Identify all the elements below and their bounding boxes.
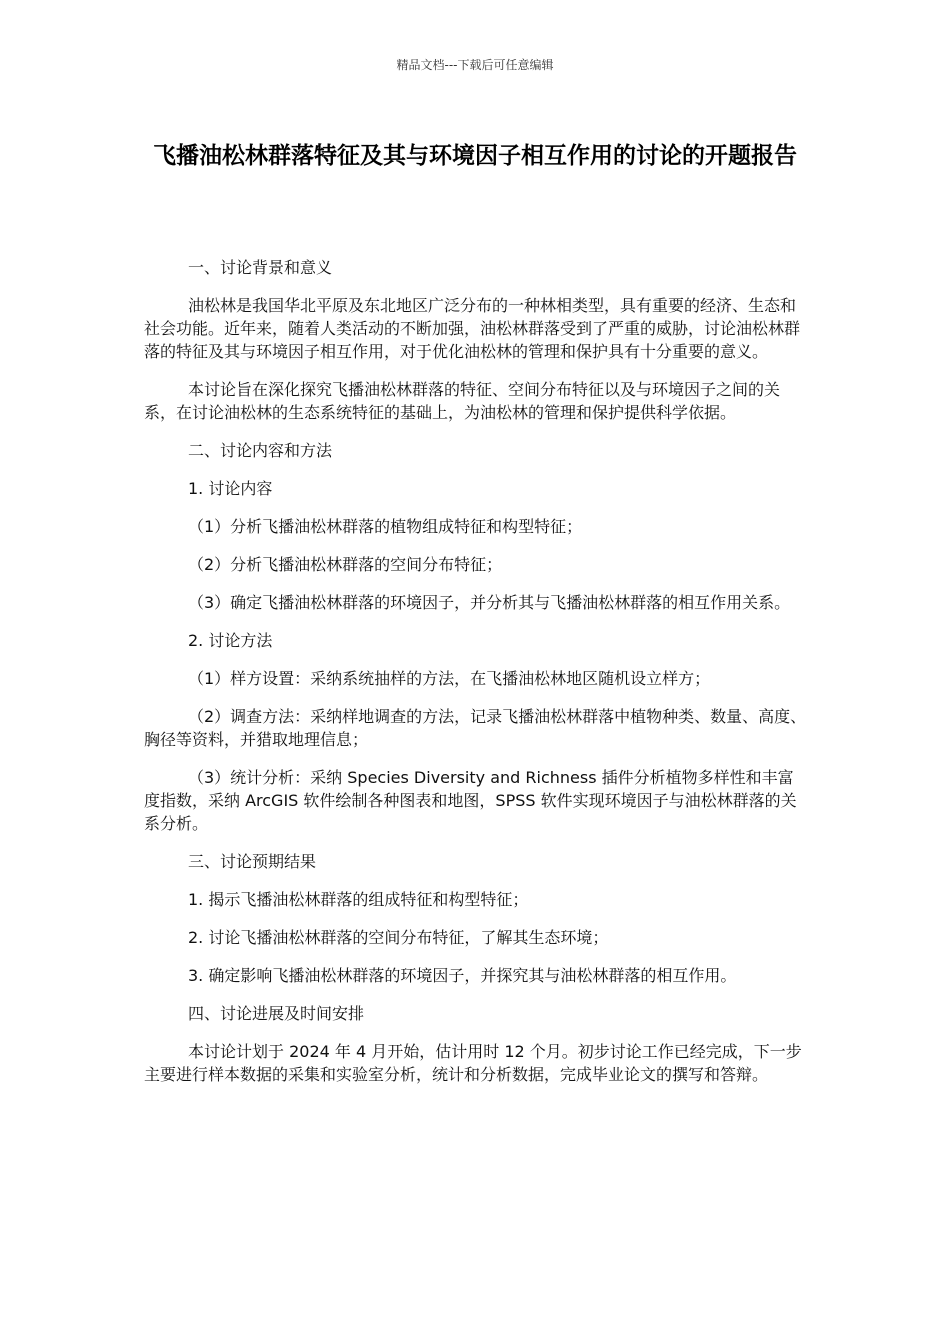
document-title: 飞播油松林群落特征及其与环境因子相互作用的讨论的开题报告 [153,143,797,169]
subheading-content: 1. 讨论内容 [188,479,273,498]
list-item-result-3: 3. 确定影响飞播油松林群落的环境因子，并探究其与油松林群落的相互作用。 [188,966,737,985]
list-item-content-1: （1）分析飞播油松林群落的植物组成特征和构型特征； [188,517,583,536]
section-heading-schedule: 四、讨论进展及时间安排 [188,1004,365,1023]
paragraph-schedule: 本讨论计划于 2024 年 4 月开始，估计用时 12 个月。初步讨论工作已经完成，下一步主要进行样本数据的采集和实验室分析，统计和分析数据，完成毕业论文的撰写和答辩。 [144,1042,802,1084]
list-item-content-2: （2）分析飞播油松林群落的空间分布特征； [188,555,503,574]
section-heading-background: 一、讨论背景和意义 [188,258,333,277]
list-item-content-3: （3）确定飞播油松林群落的环境因子，并分析其与飞播油松林群落的相互作用关系。 [188,593,791,612]
header-note: 精品文档---下载后可任意编辑 [396,58,554,72]
subheading-methods: 2. 讨论方法 [188,631,273,650]
list-item-method-3: （3）统计分析：采纳 Species Diversity and Richness 插件分析植物多样性和丰富度指数，采纳 ArcGIS 软件绘制各种图表和地图，SPSS 软件实现环境因子与油松林群落的关系分析。 [144,768,797,833]
document-body [144,256,808,1086]
paragraph-purpose: 本讨论旨在深化探究飞播油松林群落的特征、空间分布特征以及与环境因子之间的关系，在讨论油松林的生态系统特征的基础上，为油松林的管理和保护提供科学依据。 [144,380,781,422]
section-heading-expected-results: 三、讨论预期结果 [188,852,317,871]
paragraph-background: 油松林是我国华北平原及东北地区广泛分布的一种林相类型，具有重要的经济、生态和社会功能。近年来，随着人类活动的不断加强，油松林群落受到了严重的威胁，讨论油松林群落的特征及其与环境因子相互作用，对于优化油松林的管理和保护具有十分重要的意义。 [144,296,801,361]
list-item-result-2: 2. 讨论飞播油松林群落的空间分布特征，了解其生态环境； [188,928,609,947]
list-item-method-2: （2）调查方法：采纳样地调查的方法，记录飞播油松林群落中植物种类、数量、高度、胸径等资料，并猎取地理信息； [144,707,807,749]
list-item-method-1: （1）样方设置：采纳系统抽样的方法，在飞播油松林地区随机设立样方； [188,669,711,688]
section-heading-content-methods: 二、讨论内容和方法 [188,441,333,460]
list-item-result-1: 1. 揭示飞播油松林群落的组成特征和构型特征； [188,890,529,909]
